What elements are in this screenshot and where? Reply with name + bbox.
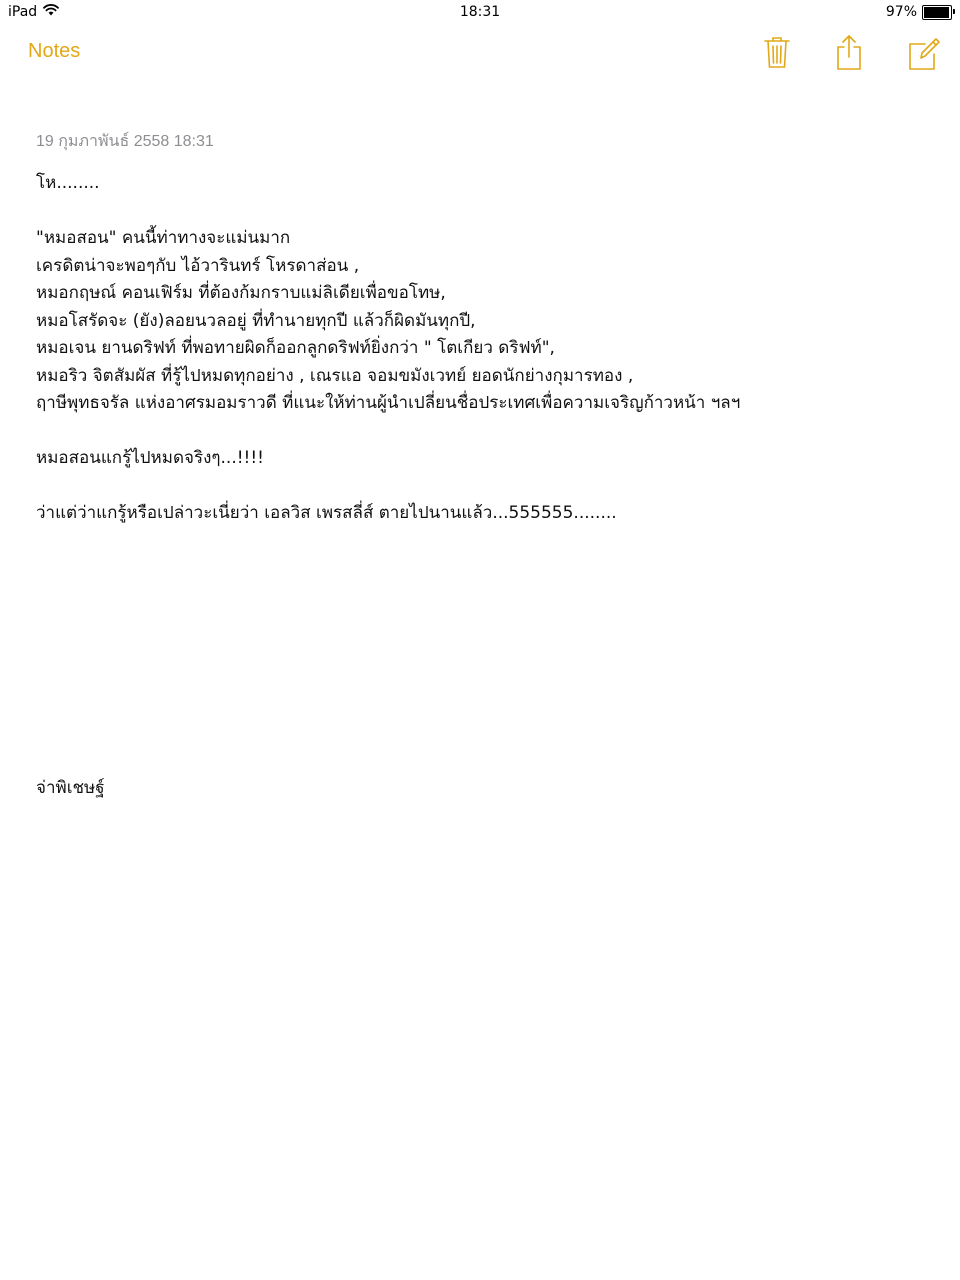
battery-fill (924, 7, 949, 18)
note-line (36, 528, 916, 556)
note-line (36, 610, 916, 638)
note-line: หมอโสรัดจะ (ยัง)ลอยนวลอยู่ ที่ทำนายทุกปี แล้วก็ผิดมันทุกปี, (36, 310, 476, 331)
note-line: หมอสอนแกรู้ไปหมดจริงๆ...!!!! (36, 448, 264, 468)
compose-icon[interactable] (906, 32, 940, 72)
trash-icon[interactable] (760, 32, 794, 72)
note-line (36, 638, 916, 666)
status-right (886, 4, 952, 20)
note-line (36, 583, 916, 611)
note-line: หมอเจน ยานดริฟท์ ที่พอทายผิดก็ออกลูกดริฟท์ยิ่งกว่า " โตเกียว ดริฟท์", (36, 338, 555, 358)
note-line (36, 720, 916, 748)
note-line (36, 665, 916, 693)
note-line (36, 693, 916, 721)
status-time: 18:31 (459, 4, 501, 20)
note-line: ว่าแต่ว่าแกรู้หรือเปล่าวะเนี่ยว่า เอลวิส เพรสลี่ส์ ตายไปนานแล้ว...555555........ (36, 503, 617, 523)
note-line: หมอริว จิตสัมผัส ที่รู้ไปหมดทุกอย่าง , เณรแอ จอมขมังเวทย์ ยอดนักย่างกุมารทอง , (36, 365, 634, 386)
note-line (36, 418, 916, 446)
note-line: ฤาษีพุทธจรัล แห่งอาศรมอมราวดี ที่แนะให้ท่านผู้นำเปลี่ยนชื่อประเทศเพื่อความเจริญก้าวหน้า ฯลฯ (36, 393, 741, 413)
note-line: หมอกฤษณ์ คอนเฟิร์ม ที่ต้องก้มกราบแม่ลิเดียเพื่อขอโทษ, (36, 283, 446, 303)
note-line: โห........ (36, 173, 100, 193)
note-line: จ่าพิเชษฐ์ (36, 778, 105, 798)
notes-back-button[interactable]: Notes (28, 40, 81, 62)
note-line (36, 555, 916, 583)
battery-icon (922, 5, 952, 20)
note-line: "หมอสอน" คนนี้ท่าทางจะแม่นมาก (36, 228, 291, 248)
note-line (36, 473, 916, 501)
note-content[interactable] (36, 130, 916, 803)
note-body[interactable] (36, 170, 916, 803)
share-icon[interactable] (832, 32, 866, 72)
status-bar (0, 0, 960, 26)
device-label: iPad (8, 4, 38, 20)
nav-bar (0, 26, 960, 82)
battery-percent: 97% (885, 4, 917, 20)
note-line: เครดิตน่าจะพอๆกับ ไอ้วารินทร์ โหรดาส่อน , (36, 255, 360, 276)
note-line (36, 748, 916, 776)
note-line (36, 198, 916, 226)
note-date: 19 กุมภาพันธ์ 2558 18:31 (36, 133, 214, 150)
